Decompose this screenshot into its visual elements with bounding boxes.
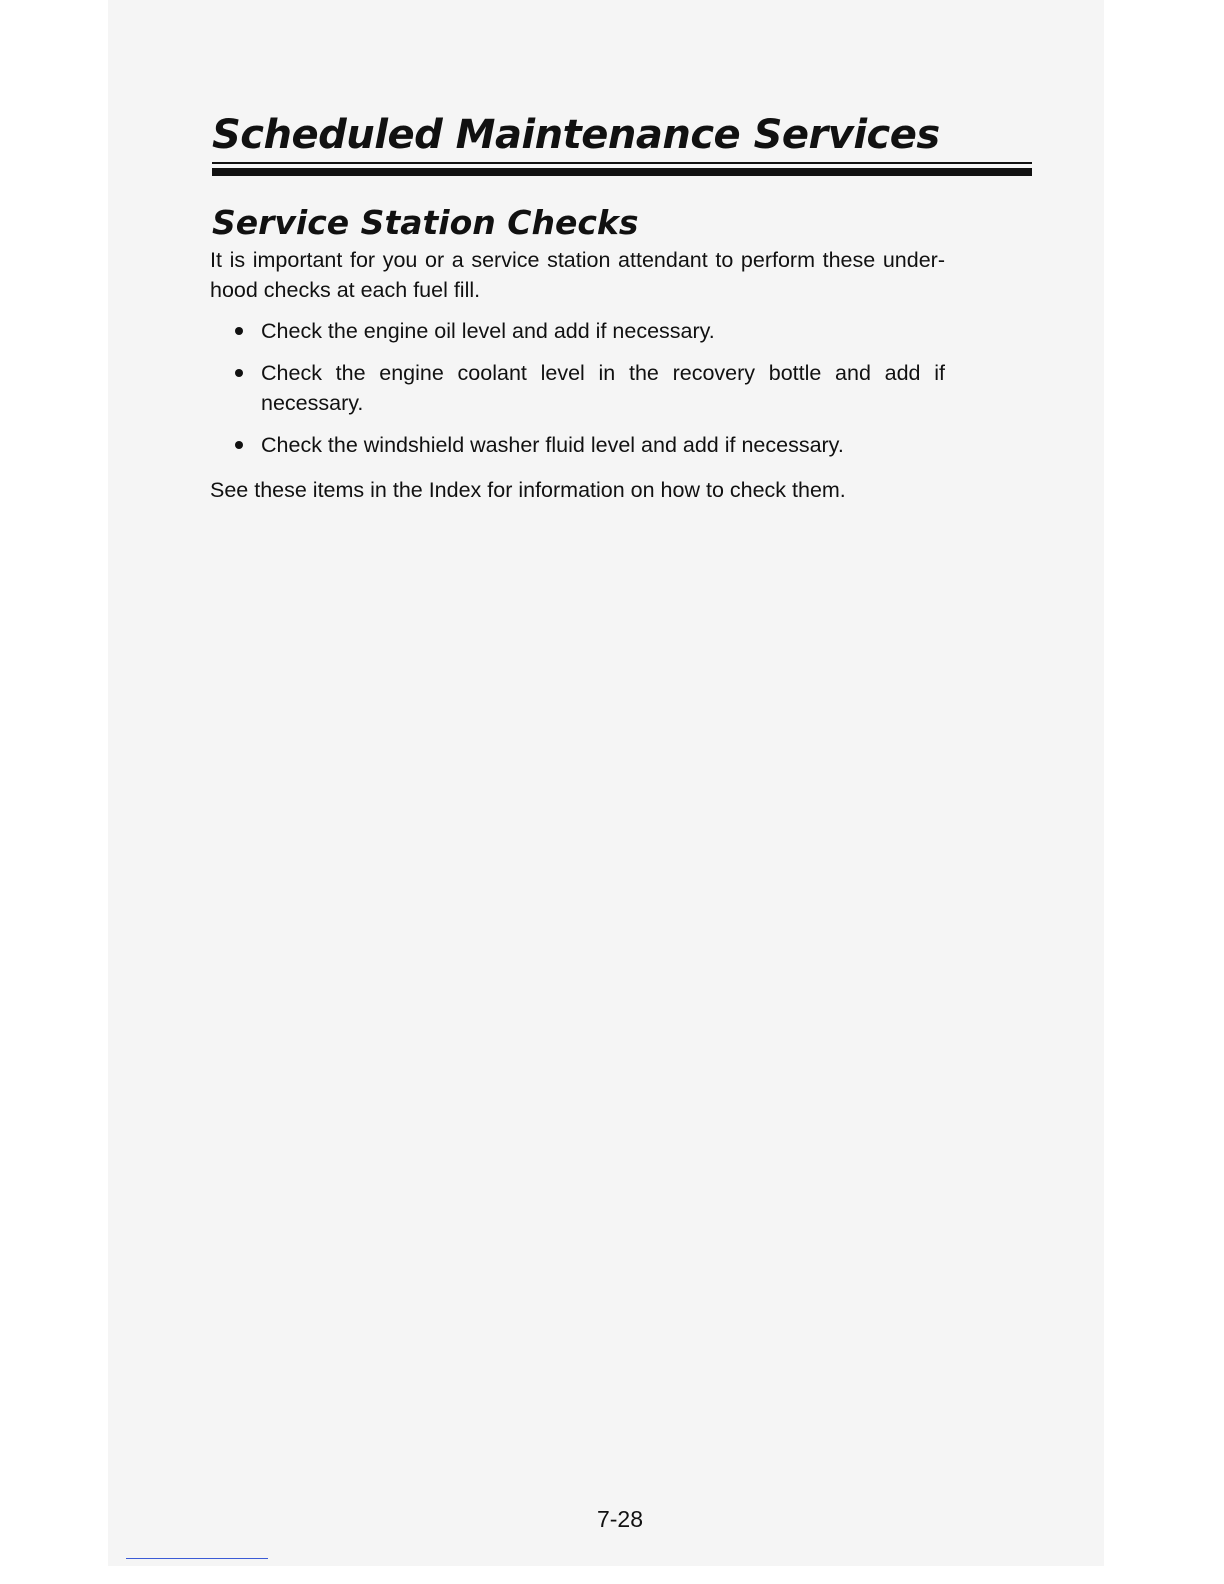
check-text: Check the engine oil level and add if necessary. — [261, 319, 715, 343]
title-rule-thin — [212, 162, 1032, 164]
title-rule-thick — [212, 168, 1032, 176]
bullet-icon — [235, 327, 243, 335]
bullet-icon — [235, 369, 243, 377]
intro-paragraph: It is important for you or a service station attendant to perform these under-hood checks at each fuel fill. — [210, 248, 945, 302]
list-item — [210, 430, 945, 460]
check-text: Check the engine coolant level in the recovery bottle and add if necessary. — [261, 361, 945, 415]
list-item — [210, 316, 945, 346]
section-title: Service Station Checks — [212, 203, 639, 242]
check-text: Check the windshield washer fluid level and add if necessary. — [261, 433, 844, 457]
list-item — [210, 358, 945, 418]
checks-list — [210, 316, 945, 472]
chapter-title: Scheduled Maintenance Services — [212, 112, 940, 158]
bullet-icon — [235, 441, 243, 449]
closing-paragraph: See these items in the Index for information on how to check them. — [210, 478, 846, 502]
page-number: 7-28 — [596, 1506, 644, 1532]
footer-link-underline — [126, 1558, 268, 1559]
